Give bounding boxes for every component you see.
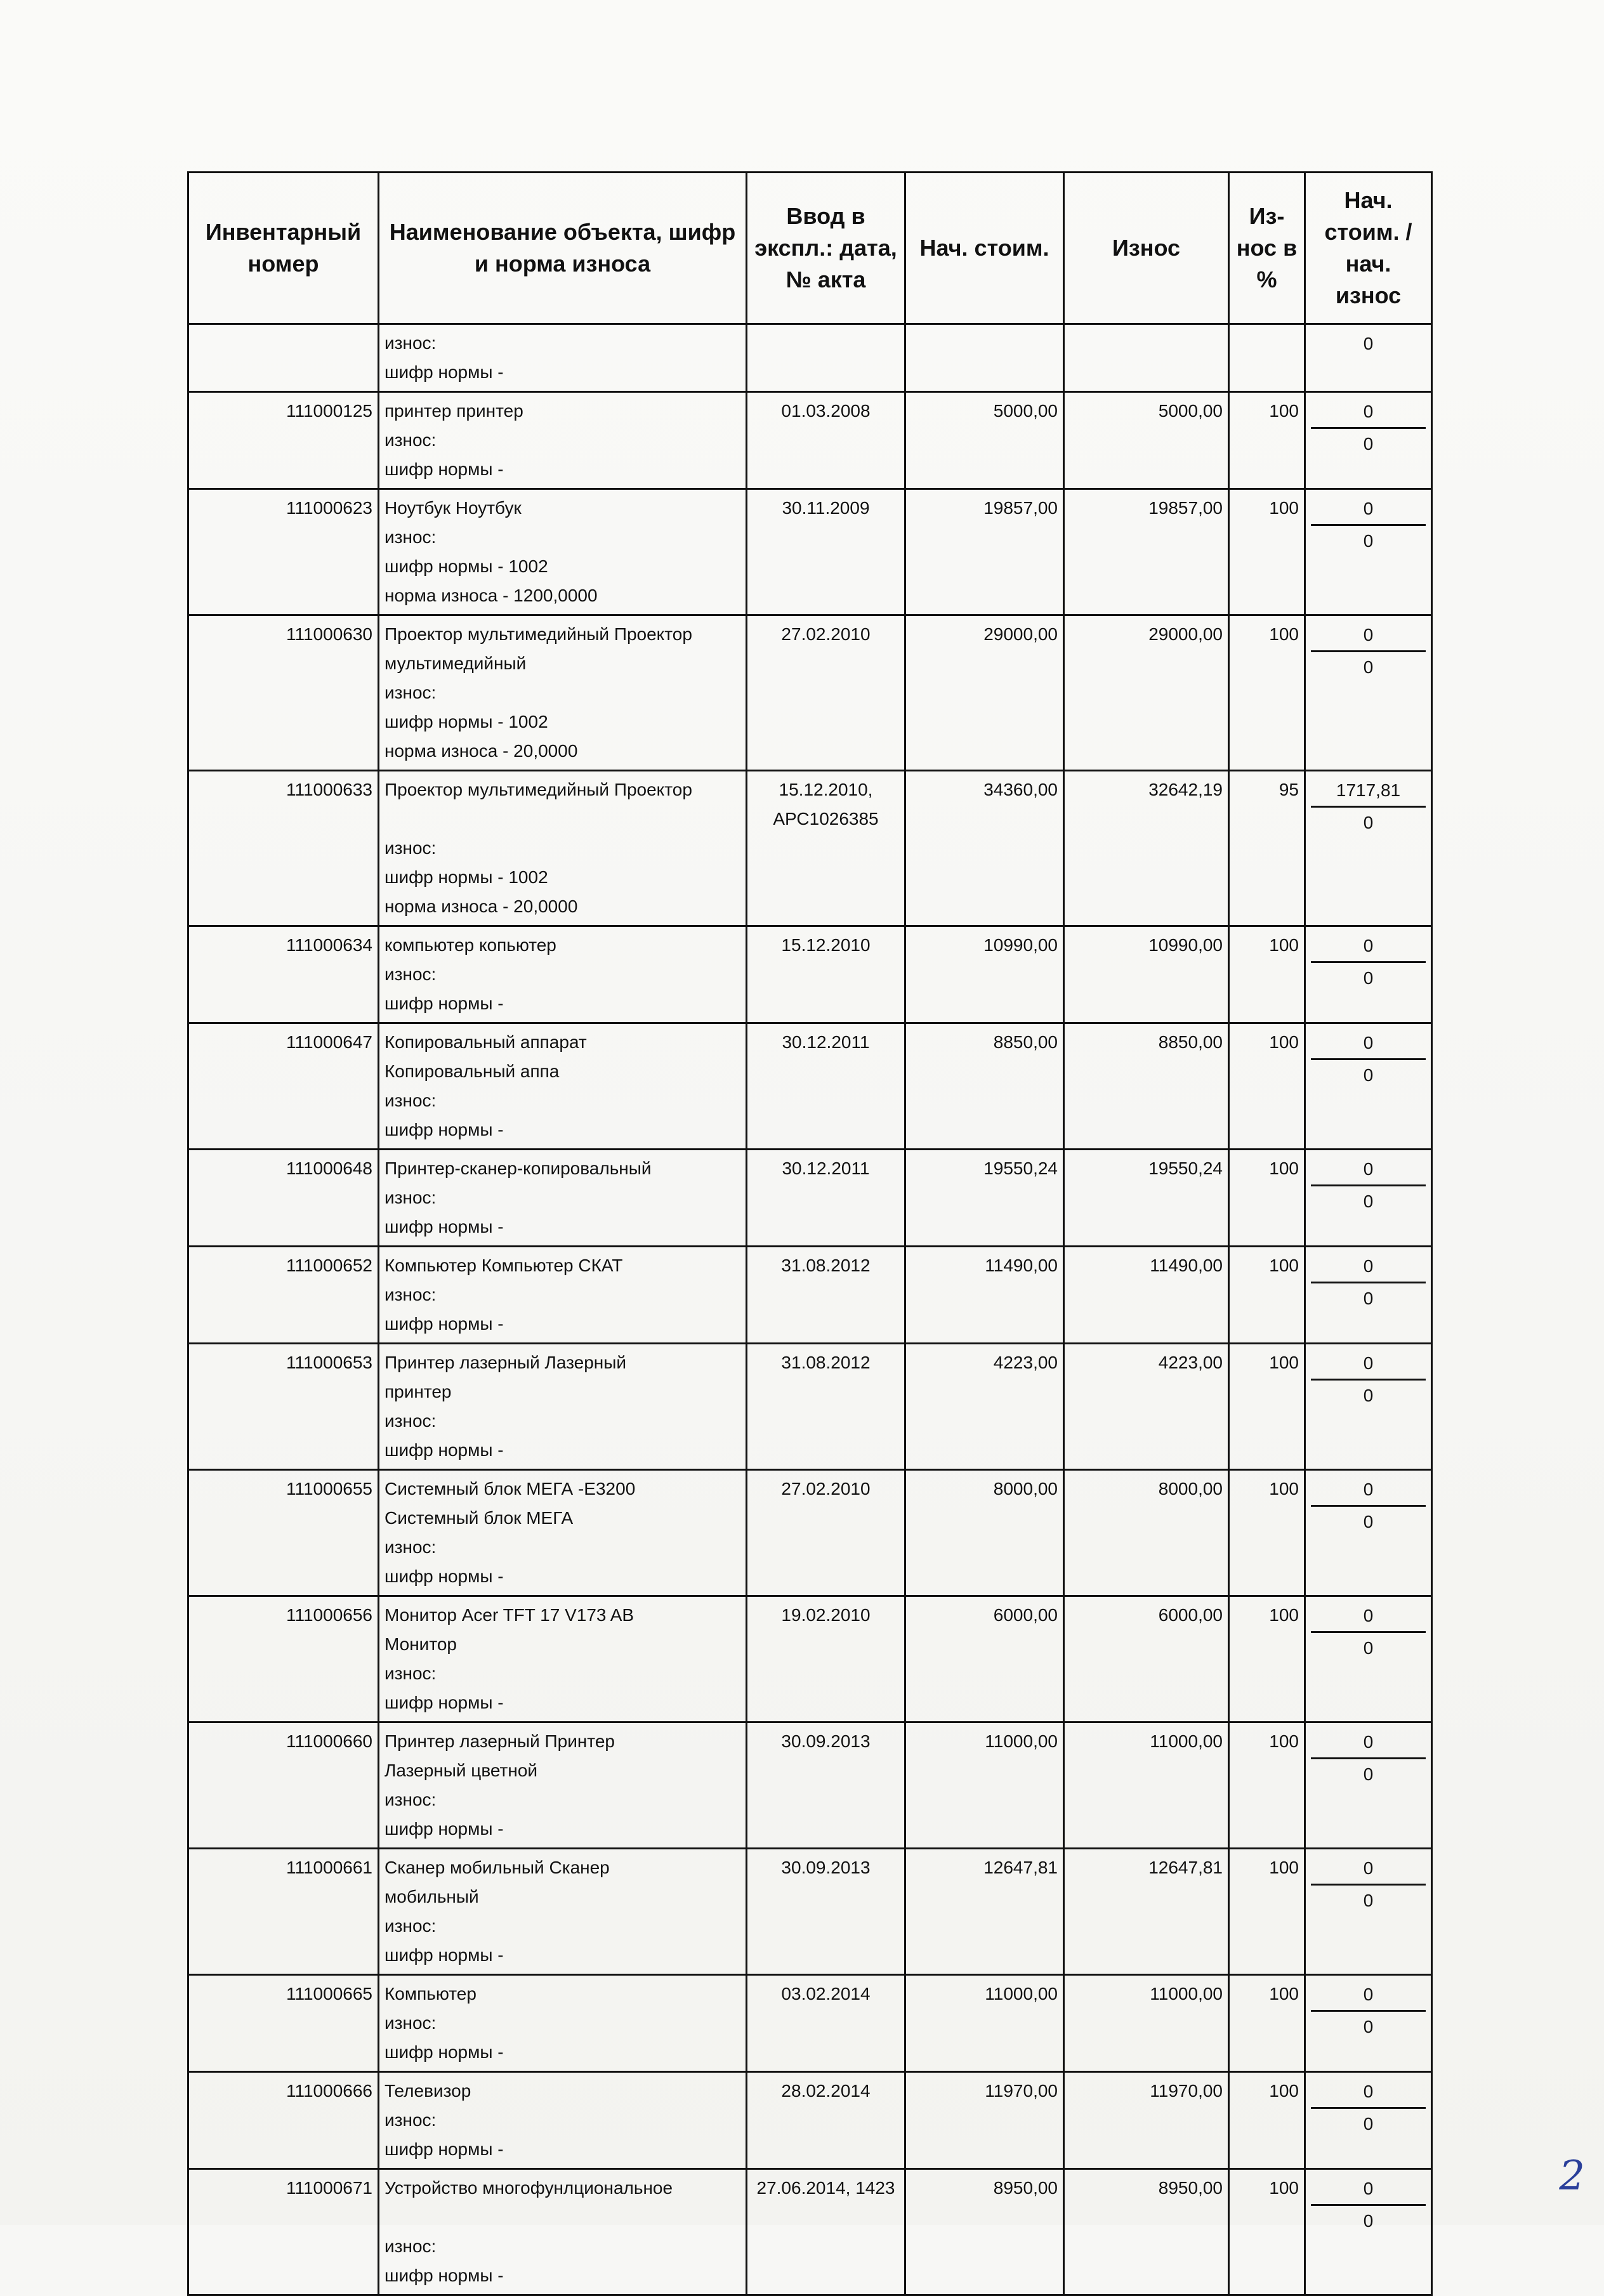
- table-row: [188, 615, 1432, 771]
- ratio-initial-cost: 0: [1311, 397, 1426, 429]
- ratio-initial-cost: 0: [1311, 1251, 1426, 1283]
- table-row: [188, 1722, 1432, 1849]
- object-name-cell: [379, 1470, 747, 1596]
- inventory-number-cell: [188, 324, 379, 392]
- object-name-cell: [379, 1247, 747, 1344]
- date-cell: 15.12.2010: [747, 926, 905, 1023]
- percent-cell: [1229, 324, 1305, 392]
- object-name-cell: [379, 2072, 747, 2169]
- inventory-number-cell: 111000634: [188, 926, 379, 1023]
- header-commissioning-date: Ввод в экспл.: дата, № акта: [747, 173, 905, 324]
- name-line: износ:: [385, 1790, 437, 1809]
- ratio-initial-wear: 0: [1363, 1891, 1374, 1910]
- cost-cell: 34360,00: [905, 771, 1064, 926]
- ratio-initial-cost: 0: [1311, 1727, 1426, 1759]
- ratio-initial-cost: 0: [1311, 1853, 1426, 1886]
- inventory-number-cell: 111000656: [188, 1596, 379, 1722]
- inventory-number-cell: 111000671: [188, 2169, 379, 2295]
- table-row: [188, 1247, 1432, 1344]
- ratio-cell: [1305, 392, 1432, 489]
- date-cell: 19.02.2010: [747, 1596, 905, 1722]
- name-line: износ:: [385, 1285, 437, 1304]
- ratio-initial-wear: 0: [1363, 434, 1374, 454]
- table-row: [188, 2072, 1432, 2169]
- wear-cell: 10990,00: [1064, 926, 1229, 1023]
- ratio-cell: [1305, 1470, 1432, 1596]
- name-line: шифр нормы -: [385, 1566, 504, 1586]
- table-row: [188, 926, 1432, 1023]
- name-line: [385, 2203, 740, 2232]
- ratio-initial-cost: 1717,81: [1311, 775, 1426, 808]
- inventory-number-cell: 111000623: [188, 489, 379, 615]
- wear-cell: 4223,00: [1064, 1344, 1229, 1470]
- name-line: износ:: [385, 1916, 437, 1936]
- table-row: [188, 1975, 1432, 2072]
- percent-cell: 100: [1229, 1150, 1305, 1247]
- name-line: шифр нормы -: [385, 994, 504, 1013]
- wear-cell: 19550,24: [1064, 1150, 1229, 1247]
- wear-cell: 11970,00: [1064, 2072, 1229, 2169]
- object-name-cell: [379, 1596, 747, 1722]
- name-line: норма износа - 20,0000: [385, 741, 578, 761]
- table-row: [188, 1470, 1432, 1596]
- ratio-initial-wear: 0: [1363, 657, 1374, 677]
- ratio-initial-cost: 0: [1311, 1601, 1426, 1633]
- ratio-initial-cost: 0: [1311, 1028, 1426, 1060]
- date-cell: 31.08.2012: [747, 1247, 905, 1344]
- object-name-cell: [379, 2169, 747, 2295]
- name-line: износ:: [385, 1663, 437, 1683]
- name-line: износ:: [385, 1537, 437, 1557]
- name-line: износ:: [385, 1411, 437, 1431]
- name-line: Копировальный аппа: [385, 1061, 560, 1081]
- date-cell: 30.09.2013: [747, 1849, 905, 1975]
- header-cost-ratio: Нач. стоим. / нач. износ: [1305, 173, 1432, 324]
- object-name-cell: [379, 771, 747, 926]
- wear-cell: 8850,00: [1064, 1023, 1229, 1150]
- name-line: Ноутбук Ноутбук: [385, 498, 522, 518]
- name-line: Проектор мультимедийный Проектор: [385, 780, 692, 799]
- wear-cell: 8950,00: [1064, 2169, 1229, 2295]
- name-line: шифр нормы -: [385, 1120, 504, 1139]
- date-cell: 27.02.2010: [747, 1470, 905, 1596]
- table-row: [188, 392, 1432, 489]
- date-cell: 28.02.2014: [747, 2072, 905, 2169]
- cost-cell: 12647,81: [905, 1849, 1064, 1975]
- ratio-initial-cost: 0: [1311, 1154, 1426, 1186]
- name-line: Копировальный аппарат: [385, 1032, 587, 1052]
- ratio-initial-wear: 0: [1363, 1289, 1374, 1308]
- ratio-initial-wear: 0: [1363, 1386, 1374, 1405]
- table-row: [188, 1849, 1432, 1975]
- continuation-row: [188, 324, 1432, 392]
- cost-cell: 5000,00: [905, 392, 1064, 489]
- name-line: компьютер копьютер: [385, 935, 556, 955]
- cost-cell: 6000,00: [905, 1596, 1064, 1722]
- name-line: Принтер-сканер-копировальный: [385, 1158, 652, 1178]
- ratio-cell: [1305, 1722, 1432, 1849]
- object-name-cell: [379, 1023, 747, 1150]
- wear-cell: 11000,00: [1064, 1975, 1229, 2072]
- ratio-initial-wear: 0: [1363, 1764, 1374, 1784]
- ratio-initial-cost: 0: [1311, 931, 1426, 963]
- name-line: Сканер мобильный Сканер: [385, 1858, 610, 1877]
- inventory-number-cell: 111000633: [188, 771, 379, 926]
- header-initial-cost: Нач. стоим.: [905, 173, 1064, 324]
- ratio-initial-wear: 0: [1363, 968, 1374, 988]
- table-row: [188, 771, 1432, 926]
- cost-cell: 8850,00: [905, 1023, 1064, 1150]
- name-line: шифр нормы - 1002: [385, 867, 548, 887]
- ratio-cell: [1305, 615, 1432, 771]
- ratio-cell: [1305, 1023, 1432, 1150]
- cost-cell: 29000,00: [905, 615, 1064, 771]
- wear-cell: 19857,00: [1064, 489, 1229, 615]
- wear-cell: 6000,00: [1064, 1596, 1229, 1722]
- name-line: износ:: [385, 2110, 437, 2130]
- ratio-initial-cost: 0: [1311, 1348, 1426, 1381]
- inventory-number-cell: 111000125: [188, 392, 379, 489]
- ratio-initial-wear: 0: [1363, 1065, 1374, 1085]
- name-line: износ:: [385, 2236, 437, 2256]
- cost-cell: 19857,00: [905, 489, 1064, 615]
- name-line: шифр нормы -: [385, 2139, 504, 2159]
- percent-cell: 100: [1229, 1975, 1305, 2072]
- name-line: норма износа - 1200,0000: [385, 586, 598, 605]
- inventory-number-cell: 111000653: [188, 1344, 379, 1470]
- name-line: шифр нормы - 1002: [385, 712, 548, 731]
- cost-cell: 4223,00: [905, 1344, 1064, 1470]
- name-line: шифр нормы -: [385, 1217, 504, 1237]
- header-depreciation-percent: Из-нос в %: [1229, 173, 1305, 324]
- percent-cell: 100: [1229, 489, 1305, 615]
- name-line: норма износа - 20,0000: [385, 896, 578, 916]
- inventory-number-cell: 111000630: [188, 615, 379, 771]
- inventory-number-cell: 111000647: [188, 1023, 379, 1150]
- ratio-initial-wear: 0: [1363, 2017, 1374, 2037]
- inventory-number-cell: 111000666: [188, 2072, 379, 2169]
- inventory-number-cell: 111000660: [188, 1722, 379, 1849]
- table-row: [188, 1596, 1432, 1722]
- percent-cell: 100: [1229, 2169, 1305, 2295]
- ratio-initial-cost: 0: [1311, 2076, 1426, 2109]
- name-line: Устройство многофунлциональное: [385, 2178, 673, 2198]
- name-line: Системный блок МЕГА: [385, 1508, 574, 1528]
- inventory-number-cell: 111000655: [188, 1470, 379, 1596]
- wear-cell: 8000,00: [1064, 1470, 1229, 1596]
- table-row: [188, 1150, 1432, 1247]
- cost-cell: [905, 324, 1064, 392]
- name-line: мультимедийный: [385, 653, 527, 673]
- ratio-cell: [1305, 1596, 1432, 1722]
- date-cell: 01.03.2008: [747, 392, 905, 489]
- cost-cell: 19550,24: [905, 1150, 1064, 1247]
- name-line: Принтер лазерный Лазерный: [385, 1353, 627, 1372]
- name-line: износ:: [385, 333, 437, 353]
- wear-cell: 32642,19: [1064, 771, 1229, 926]
- percent-cell: 95: [1229, 771, 1305, 926]
- object-name-cell: [379, 1722, 747, 1849]
- header-row: [188, 173, 1432, 324]
- ratio-cell: [1305, 2072, 1432, 2169]
- wear-cell: [1064, 324, 1229, 392]
- ratio-initial-wear: 0: [1363, 531, 1374, 551]
- ratio-initial-cost: 0: [1311, 1474, 1426, 1507]
- wear-cell: 12647,81: [1064, 1849, 1229, 1975]
- ratio-cell: [1305, 1344, 1432, 1470]
- name-line: Монитор Acer TFT 17 V173 AB: [385, 1605, 634, 1625]
- name-line: Принтер лазерный Принтер: [385, 1731, 615, 1751]
- name-line: износ:: [385, 527, 437, 547]
- table-row: [188, 489, 1432, 615]
- percent-cell: 100: [1229, 1470, 1305, 1596]
- ratio-initial-wear: 0: [1363, 1191, 1374, 1211]
- cost-cell: 11000,00: [905, 1722, 1064, 1849]
- percent-cell: 100: [1229, 1344, 1305, 1470]
- header-depreciation: Износ: [1064, 173, 1229, 324]
- percent-cell: 100: [1229, 2072, 1305, 2169]
- ratio-cell: [1305, 1849, 1432, 1975]
- percent-cell: 100: [1229, 1849, 1305, 1975]
- ratio-initial-wear: 0: [1363, 1512, 1374, 1532]
- ratio-initial-wear: 0: [1363, 2114, 1374, 2134]
- cost-cell: 8950,00: [905, 2169, 1064, 2295]
- name-line: износ:: [385, 1188, 437, 1207]
- name-line: износ:: [385, 838, 437, 858]
- date-cell: 30.11.2009: [747, 489, 905, 615]
- name-line: шифр нормы -: [385, 2042, 504, 2062]
- name-line: [385, 804, 740, 834]
- inventory-number-cell: 111000652: [188, 1247, 379, 1344]
- name-line: Компьютер: [385, 1984, 477, 2004]
- percent-cell: 100: [1229, 392, 1305, 489]
- name-line: шифр нормы -: [385, 459, 504, 479]
- date-cell: 27.02.2010: [747, 615, 905, 771]
- percent-cell: 100: [1229, 615, 1305, 771]
- date-cell: 30.09.2013: [747, 1722, 905, 1849]
- ratio-cell: [1305, 1247, 1432, 1344]
- wear-cell: 11000,00: [1064, 1722, 1229, 1849]
- name-line: шифр нормы - 1002: [385, 556, 548, 576]
- percent-cell: 100: [1229, 1247, 1305, 1344]
- header-inventory-number: Инвентарный номер: [188, 173, 379, 324]
- page-number: 2: [1559, 2153, 1585, 2200]
- ratio-value: 0: [1363, 334, 1374, 353]
- inventory-number-cell: 111000661: [188, 1849, 379, 1975]
- ratio-cell: [1305, 2169, 1432, 2295]
- object-name-cell: [379, 1849, 747, 1975]
- ratio-initial-cost: 0: [1311, 2174, 1426, 2206]
- name-line: Лазерный цветной: [385, 1761, 538, 1780]
- object-name-cell: [379, 1150, 747, 1247]
- ratio-initial-cost: 0: [1311, 1979, 1426, 2012]
- name-line: шифр нормы -: [385, 1945, 504, 1965]
- percent-cell: 100: [1229, 1722, 1305, 1849]
- name-line: принтер принтер: [385, 401, 523, 421]
- name-line: принтер: [385, 1382, 452, 1401]
- table-row: [188, 1023, 1432, 1150]
- object-name-cell: [379, 392, 747, 489]
- date-cell: [747, 324, 905, 392]
- name-line: мобильный: [385, 1887, 479, 1906]
- object-name-cell: [379, 1344, 747, 1470]
- name-line: Системный блок МЕГА -Е3200: [385, 1479, 636, 1499]
- wear-cell: 5000,00: [1064, 392, 1229, 489]
- inventory-table: [187, 171, 1433, 2296]
- name-line: износ:: [385, 1091, 437, 1110]
- ratio-initial-wear: 0: [1363, 2211, 1374, 2231]
- ratio-cell: [1305, 1150, 1432, 1247]
- date-cell: 30.12.2011: [747, 1023, 905, 1150]
- ratio-initial-cost: 0: [1311, 494, 1426, 526]
- date-cell: 27.06.2014, 1423: [747, 2169, 905, 2295]
- cost-cell: 8000,00: [905, 1470, 1064, 1596]
- ratio-cell: [1305, 926, 1432, 1023]
- object-name-cell: [379, 926, 747, 1023]
- ratio-initial-cost: 0: [1311, 620, 1426, 652]
- name-line: Телевизор: [385, 2081, 471, 2101]
- ratio-initial-wear: 0: [1363, 813, 1374, 832]
- object-name-cell: [379, 489, 747, 615]
- table-row: [188, 1344, 1432, 1470]
- inventory-number-cell: 111000665: [188, 1975, 379, 2072]
- ratio-cell: [1305, 324, 1432, 392]
- ratio-cell: [1305, 489, 1432, 615]
- name-line: шифр нормы -: [385, 1693, 504, 1712]
- percent-cell: 100: [1229, 1596, 1305, 1722]
- name-line: шифр нормы -: [385, 1819, 504, 1839]
- wear-cell: 29000,00: [1064, 615, 1229, 771]
- name-line: шифр нормы -: [385, 2266, 504, 2285]
- name-line: шифр нормы -: [385, 362, 504, 382]
- date-cell: 30.12.2011: [747, 1150, 905, 1247]
- date-cell: 03.02.2014: [747, 1975, 905, 2072]
- name-line: износ:: [385, 2013, 437, 2033]
- name-line: шифр нормы -: [385, 1314, 504, 1334]
- ratio-initial-wear: 0: [1363, 1638, 1374, 1658]
- header-object-name: Наименование объекта, шифр и норма износа: [379, 173, 747, 324]
- percent-cell: 100: [1229, 926, 1305, 1023]
- cost-cell: 10990,00: [905, 926, 1064, 1023]
- inventory-number-cell: 111000648: [188, 1150, 379, 1247]
- table-row: [188, 2169, 1432, 2295]
- name-line: Монитор: [385, 1634, 457, 1654]
- percent-cell: 100: [1229, 1023, 1305, 1150]
- ratio-cell: [1305, 1975, 1432, 2072]
- name-line: шифр нормы -: [385, 1440, 504, 1460]
- date-cell: 31.08.2012: [747, 1344, 905, 1470]
- date-cell: 15.12.2010, АРС1026385: [747, 771, 905, 926]
- object-name-cell: [379, 324, 747, 392]
- wear-cell: 11490,00: [1064, 1247, 1229, 1344]
- name-line: износ:: [385, 430, 437, 450]
- object-name-cell: [379, 615, 747, 771]
- name-line: Проектор мультимедийный Проектор: [385, 624, 692, 644]
- name-line: Компьютер Компьютер СКАТ: [385, 1256, 623, 1275]
- name-line: износ:: [385, 683, 437, 702]
- name-line: износ:: [385, 964, 437, 984]
- cost-cell: 11490,00: [905, 1247, 1064, 1344]
- cost-cell: 11970,00: [905, 2072, 1064, 2169]
- cost-cell: 11000,00: [905, 1975, 1064, 2072]
- ratio-cell: [1305, 771, 1432, 926]
- object-name-cell: [379, 1975, 747, 2072]
